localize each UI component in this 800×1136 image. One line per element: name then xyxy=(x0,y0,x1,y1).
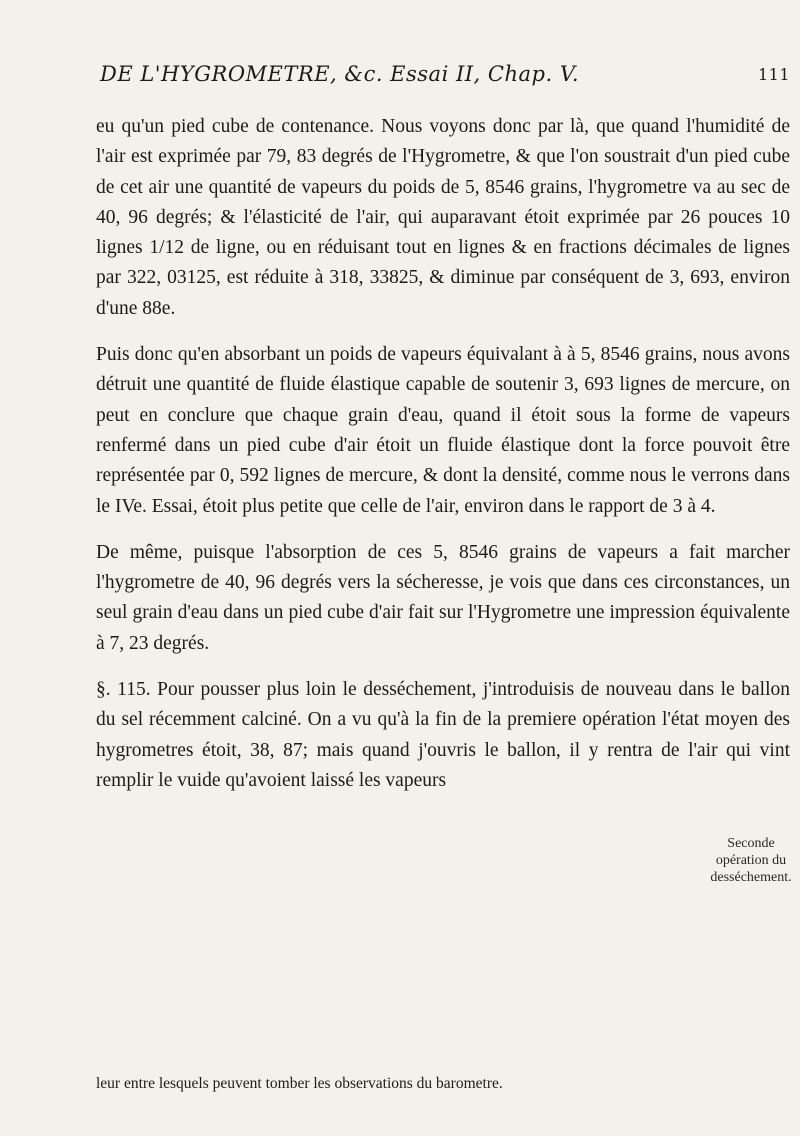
page-number: 111 xyxy=(757,65,790,84)
paragraph-1: eu qu'un pied cube de contenance. Nous voyons donc par là, que quand l'humidité de l'air est exprimée par 79, 83 degrés de l'Hygrometre, & que l'on soustrait d'un pied cube de cet air une quantité de vapeurs du poids de 5, 8546 grains, l'hygrometre va au sec de 40, 96 degrés; & l'élasticité de l'air, qui auparavant étoit exprimée par 26 pouces 10 lignes 1/12 de ligne, ou en réduisant tout en lignes & en fractions décimales de lignes par 322, 03125, est réduite à 318, 33825, & diminue par conséquent de 3, 693, environ d'une 88e. xyxy=(96,116,790,319)
footer-catchline: leur entre lesquels peuvent tomber les observations du barometre. xyxy=(96,1075,503,1092)
paragraph-3: De même, puisque l'absorption de ces 5, 8546 grains de vapeurs a fait marcher l'hygrometre de 40, 96 degrés vers la sécheresse, je vois que dans ces circonstances, un seul grain d'eau dans un pied cube d'air fait sur l'Hygrometre une impression équivalente à 7, 23 degrés. xyxy=(96,541,790,654)
paragraph-2: Puis donc qu'en absorbant un poids de vapeurs équivalant à à 5, 8546 grains, nous avons détruit une quantité de fluide élastique capable de soutenir 3, 693 lignes de mercure, on peut en conclure que chaque grain d'eau, quand il étoit sous la forme de vapeurs renfermé dans un pied cube d'air étoit un fluide élastique dont la force pouvoit être représentée par 0, 592 lignes de mercure, & dont la densité, comme nous le verrons dans le IVe. Essai, étoit plus petite que celle de l'air, environ dans le rapport de 3 à 4. xyxy=(96,344,790,517)
main-text xyxy=(96,112,790,812)
margin-note: Seconde opération du desséchement. xyxy=(710,836,792,885)
paragraph-4: §. 115. Pour pousser plus loin le desséchement, j'introduisis de nouveau dans le ballon du sel récemment calciné. On a vu qu'à la fin de la premiere opération l'état moyen des hygrometres étoit, 38, 87; mais quand j'ouvris le ballon, il y rentra de l'air qui vint remplir le vuide qu'avoient laissé les vapeurs xyxy=(96,679,790,791)
running-title: DE L'HYGROMETRE, &c. Essai II, Chap. V. xyxy=(100,62,579,86)
